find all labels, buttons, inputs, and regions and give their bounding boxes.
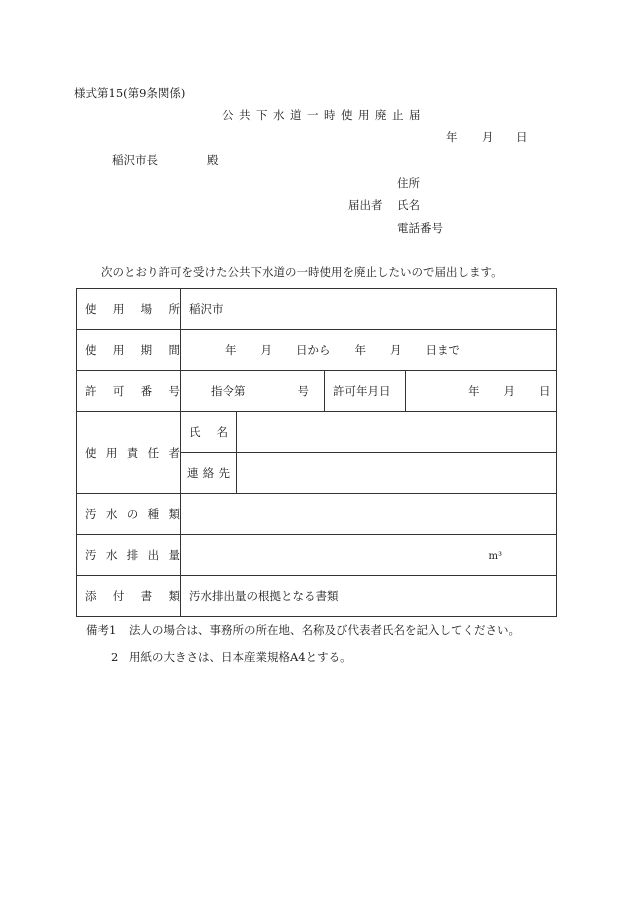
location-value[interactable]	[181, 289, 557, 330]
row-permit	[77, 371, 557, 412]
date-day: 日	[516, 130, 528, 144]
note-2-number: 2	[111, 650, 119, 664]
permit-number[interactable]	[181, 371, 325, 412]
applicant-name-label: 氏名	[397, 198, 420, 212]
period-end-month: 月	[390, 343, 402, 357]
form-title: 公共下水道一時使用廃止届	[222, 108, 426, 122]
applicant-phone-label: 電話番号	[397, 221, 443, 235]
note-1: 法人の場合は、事務所の所在地、名称及び代表者氏名を記入してください。	[129, 623, 520, 637]
row-period	[77, 330, 557, 371]
date-month: 月	[482, 130, 494, 144]
row-sewage-type	[77, 494, 557, 535]
addressee-name: 稲沢市長	[112, 153, 158, 167]
permit-date-day: 日	[539, 384, 551, 398]
attachments-value[interactable]	[181, 576, 557, 617]
applicant-address-label: 住所	[397, 176, 420, 190]
location-city: 稲沢市	[189, 302, 224, 316]
date-year: 年	[446, 130, 458, 144]
responsible-name-field[interactable]	[237, 412, 557, 453]
attachments-text: 汚水排出量の根拠となる書類	[189, 589, 339, 603]
period-start-month: 月	[260, 343, 272, 357]
sewage-volume-field[interactable]	[181, 535, 557, 576]
sewage-type-field[interactable]	[181, 494, 557, 535]
permit-suffix: 号	[297, 384, 309, 398]
period-value[interactable]	[181, 330, 557, 371]
permit-prefix: 指令第	[211, 384, 246, 398]
row-responsible-name	[77, 412, 557, 453]
applicant-label: 届出者	[348, 198, 383, 212]
intro-text: 次のとおり許可を受けた公共下水道の一時使用を廃止したいので届出します。	[101, 265, 503, 279]
location-label: 使用場所	[77, 289, 181, 330]
period-start-year: 年	[225, 343, 237, 357]
permit-date-value[interactable]	[406, 371, 557, 412]
period-end-year: 年	[354, 343, 366, 357]
notification-form-table	[76, 288, 557, 617]
sewage-type-label: 汚水の種類	[77, 494, 181, 535]
row-attachments	[77, 576, 557, 617]
permit-date-month: 月	[503, 384, 515, 398]
period-start-day: 日から	[296, 343, 331, 357]
note-2: 用紙の大きさは、日本産業規格A4とする。	[129, 650, 352, 664]
form-number: 様式第15(第9条関係)	[74, 86, 186, 100]
row-sewage-volume	[77, 535, 557, 576]
sewage-volume-label: 汚水排出量	[77, 535, 181, 576]
responsible-contact-field[interactable]	[237, 453, 557, 494]
period-label: 使用期間	[77, 330, 181, 371]
permit-date-label: 許可年月日	[325, 371, 406, 412]
notes-heading: 備考1	[86, 623, 117, 637]
responsible-contact-label: 連絡先	[181, 453, 237, 494]
responsible-label: 使用責任者	[77, 412, 181, 494]
permit-label: 許可番号	[77, 371, 181, 412]
row-location	[77, 289, 557, 330]
period-end-day: 日まで	[425, 343, 460, 357]
sewage-volume-unit: m³	[488, 551, 502, 562]
responsible-name-label: 氏名	[181, 412, 237, 453]
attachments-label: 添付書類	[77, 576, 181, 617]
permit-date-year: 年	[468, 384, 480, 398]
addressee-honorific: 殿	[207, 153, 219, 167]
